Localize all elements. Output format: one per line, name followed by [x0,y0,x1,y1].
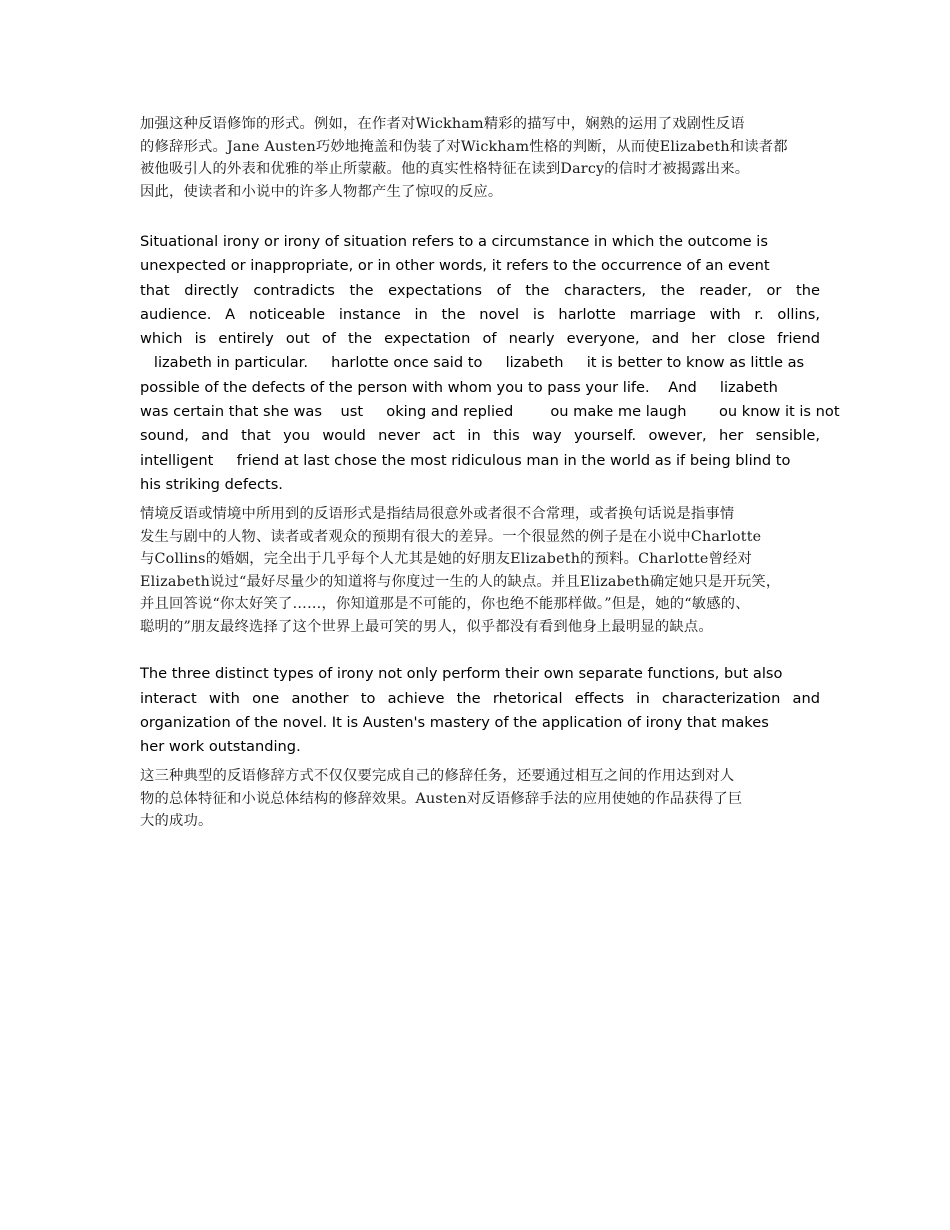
text-line: that directly contradicts the expectations of the characters, the reader, or the [140,281,820,299]
text-line: sound, and that you would never act in this way yourself. owever, her sensible, [140,427,820,445]
text-line: was certain that she was ust oking and replied ou make me laugh ou know it is not [140,403,840,421]
text-line: audience. A noticeable instance in the novel is harlotte marriage with r. ollins, [140,305,820,323]
text-line: 情境反语或情境中所用到的反语形式是指结局很意外或者很不合常理，或者换句话说是指事情 [140,506,735,523]
text-line: interact with one another to achieve the rhetorical effects in characterization and [140,689,820,707]
text-line: intelligent friend at last chose the most ridiculous man in the world as if being blind to [140,451,791,469]
text-line: 因此，使读者和小说中的许多人物都产生了惊叹的反应。 [140,183,503,200]
text-line: lizabeth in particular. harlotte once said to lizabeth it is better to know as little as [140,354,805,372]
text-line: 大的成功。 [140,813,213,830]
text-line: 并且回答说“你太好笑了……，你知道那是不可能的，你也绝不能那样做。”但是，她的“敏感的、 [140,596,750,613]
text-line: 发生与剧中的人物、读者或者观众的预期有很大的差异。一个很显然的例子是在小说中Charlotte [140,528,762,545]
text-line: Elizabeth说过“最好尽量少的知道将与你度过一生的人的缺点。并且Elizabeth确定她只是开玩笑， [140,573,781,590]
text-line: her work outstanding. [140,738,301,756]
text-line: 物的总体特征和小说总体结构的修辞效果。Austen对反语修辞手法的应用使她的作品获得了巨 [140,790,743,807]
text-line: 与Collins的婚姻，完全出于几乎每个人尤其是她的好朋友Elizabeth的预料。Charlotte曾经对 [140,551,753,568]
text-line: Situational irony or irony of situation refers to a circumstance in which the outcome is [140,233,768,250]
text-line: organization of the novel. It is Austen's mastery of the application of irony that makes [140,713,769,731]
text-line: 加强这种反语修饰的形式。例如，在作者对Wickham精彩的描写中，娴熟的运用了戏剧性反语 [140,116,745,132]
paragraph-spacer [140,203,820,230]
text-line: The three distinct types of irony not only perform their own separate functions, but also [140,665,783,683]
text-line: 聪明的”朋友最终选择了这个世界上最可笑的男人，似乎都没有看到他身上最明显的缺点。 [140,618,713,635]
paragraph-en-situational-irony [140,230,840,497]
paragraph-zh-three-types [140,765,820,833]
text-line: possible of the defects of the person with whom you to pass your life. And lizabeth [140,378,778,396]
paragraph-zh-wickham [140,113,820,203]
text-line: his striking defects. [140,475,283,493]
document-page [140,113,840,833]
paragraph-zh-situational-irony [140,503,820,638]
text-line: unexpected or inappropriate, or in other words, it refers to the occurrence of an event [140,257,770,275]
text-line: 这三种典型的反语修辞方式不仅仅要完成自己的修辞任务，还要通过相互之间的作用达到对人 [140,768,735,785]
text-line: 被他吸引人的外表和优雅的举止所蒙蔽。他的真实性格特征在读到Darcy的信时才被揭露出来。 [140,161,750,177]
text-line: 的修辞形式。Jane Austen巧妙地掩盖和伪装了对Wickham性格的判断，从而使Elizabeth和读者都 [140,138,788,155]
paragraph-spacer [140,638,820,662]
paragraph-en-three-types [140,662,820,759]
text-line: which is entirely out of the expectation of nearly everyone, and her close friend [140,330,820,348]
